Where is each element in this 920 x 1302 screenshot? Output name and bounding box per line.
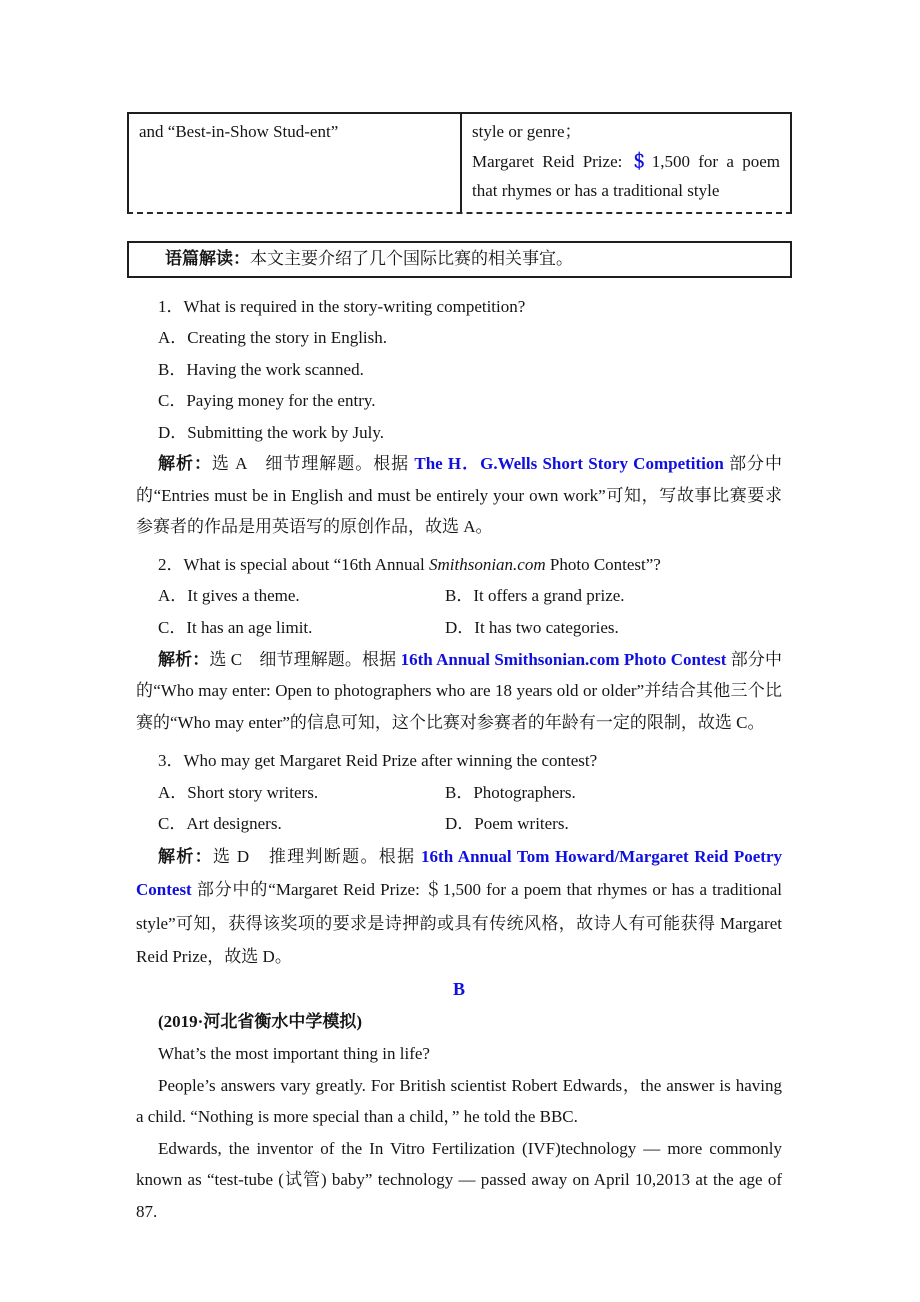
question-1-option-b: B．Having the work scanned. bbox=[158, 359, 364, 379]
question-1 bbox=[136, 291, 782, 449]
dollar-sign: ＄ bbox=[630, 151, 652, 171]
analysis-1-label: 解析： bbox=[158, 454, 212, 474]
question-3-options-row1 bbox=[136, 777, 782, 809]
analysis-2-lead: 选 C 细节理解题。根据 bbox=[209, 649, 401, 669]
passage-summary-box bbox=[127, 241, 792, 278]
question-2 bbox=[136, 549, 782, 644]
summary-label: 语篇解读： bbox=[165, 248, 250, 268]
analysis-3-reference: 16th Annual Tom Howard/Margaret Reid Poetry Contest bbox=[136, 846, 782, 900]
page-content bbox=[127, 112, 792, 1227]
question-2-stem-pre: 2．What is special about “16th Annual bbox=[158, 554, 429, 574]
question-1-option-c: C．Paying money for the entry. bbox=[158, 391, 376, 411]
question-2-option-d: D．It has two categories. bbox=[445, 617, 619, 637]
question-2-option-a: A．It gives a theme. bbox=[158, 586, 300, 606]
analysis-3 bbox=[136, 840, 782, 974]
analysis-3-lead: 选 D 推理判断题。根据 bbox=[212, 846, 422, 866]
table-right-prize bbox=[472, 147, 780, 206]
analysis-2 bbox=[136, 644, 782, 739]
question-1-option-d: D．Submitting the work by July. bbox=[158, 422, 385, 442]
table-left-text: and “Best-in-Show Stud-ent” bbox=[139, 122, 339, 141]
contest-table bbox=[127, 112, 792, 214]
question-3-stem: 3．Who may get Margaret Reid Prize after winning the contest? bbox=[158, 751, 598, 771]
analysis-2-label: 解析： bbox=[158, 649, 210, 669]
question-2-stem-italic: Smithsonian.com bbox=[429, 554, 546, 574]
analysis-3-rest: 部分中的“Margaret Reid Prize: ＄1,500 for a poem that rhymes or has a traditional style”可知，获得该奖项的要求是诗押韵或具有传统风格，故诗人有可能获得 Margaret Reid Prize，故选 D。 bbox=[136, 880, 782, 967]
analysis-2-rest: 部分中的“Who may enter: Open to photographers who are 18 years old or older”并结合其他三个比赛的“Who may enter”的信息可知，这个比赛对参赛者的年龄有一定的限制，故选 C。 bbox=[136, 649, 783, 732]
section-b-heading: B bbox=[452, 979, 465, 1000]
table-cell-left bbox=[129, 114, 462, 212]
question-2-stem bbox=[136, 549, 782, 581]
analysis-1-rest: 部分中的“Entries must be in English and must be entirely your own work”可知，写故事比赛要求参赛者的作品是用英语写的原创作品，故选 A。 bbox=[136, 454, 783, 537]
analysis-1 bbox=[136, 448, 782, 543]
table-right-line1: style or genre； bbox=[472, 122, 582, 141]
prize-rest: 1,500 for a poem that rhymes or has a traditional style bbox=[472, 151, 781, 200]
question-3-option-a: A．Short story writers. bbox=[158, 782, 319, 802]
prize-label: Margaret Reid Prize: bbox=[472, 151, 631, 171]
question-1-option-a: A．Creating the story in English. bbox=[158, 328, 388, 348]
question-2-options-row1 bbox=[136, 580, 782, 612]
analysis-1-lead: 选 A 细节理解题。根据 bbox=[211, 454, 415, 474]
question-2-option-c: C．It has an age limit. bbox=[158, 617, 313, 637]
analysis-3-label: 解析： bbox=[158, 846, 213, 866]
section-b-paragraph-1: What’s the most important thing in life? bbox=[158, 1043, 430, 1063]
section-b-paragraph-3: Edwards, the inventor of the In Vitro Fertilization (IVF)technology — more commonly known as “test-tube (试管) baby” technology — passed away on April 10,2013 at the age of 87. bbox=[136, 1138, 782, 1221]
summary-text: 本文主要介绍了几个国际比赛的相关事宜。 bbox=[250, 248, 573, 268]
question-2-option-b: B．It offers a grand prize. bbox=[445, 586, 625, 606]
question-2-options-row2 bbox=[136, 612, 782, 644]
section-b-paragraph-2: People’s answers vary greatly. For British scientist Robert Edwards，the answer is having a child. “Nothing is more special than a child，” he told the BBC. bbox=[136, 1075, 782, 1127]
question-3-option-d: D．Poem writers. bbox=[445, 814, 569, 834]
question-2-stem-post: Photo Contest”? bbox=[545, 554, 661, 574]
question-3 bbox=[136, 745, 782, 840]
question-3-option-b: B．Photographers. bbox=[445, 782, 576, 802]
section-b-source: (2019·河北省衡水中学模拟) bbox=[158, 1012, 362, 1032]
question-3-options-row2 bbox=[136, 808, 782, 840]
table-cell-right bbox=[462, 114, 790, 212]
question-1-stem: 1．What is required in the story-writing competition? bbox=[158, 296, 526, 316]
analysis-2-reference: 16th Annual Smithsonian.com Photo Contest bbox=[400, 649, 727, 669]
question-3-option-c: C．Art designers. bbox=[158, 814, 282, 834]
analysis-1-reference: The H．G.Wells Short Story Competition bbox=[414, 454, 724, 474]
